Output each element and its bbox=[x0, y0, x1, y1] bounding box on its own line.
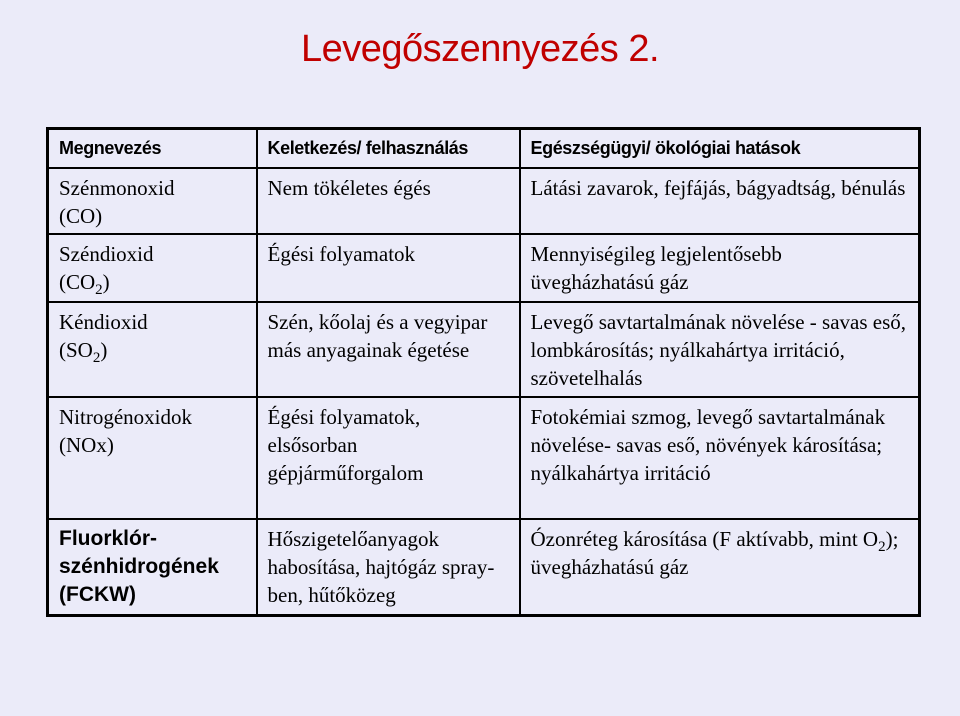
page-title: Levegőszennyezés 2. bbox=[300, 28, 660, 70]
row-cause: Égési folyamatok, elsősorban gépjárműforgalom bbox=[257, 397, 520, 519]
row-effect: Látási zavarok, fejfájás, bágyadtság, bénulás bbox=[520, 168, 920, 234]
row-name bbox=[48, 168, 257, 234]
substance-name: Fluorklór- bbox=[59, 527, 157, 551]
substance-name: Nitrogénoxidok bbox=[59, 405, 192, 430]
header-name: Megnevezés bbox=[48, 129, 257, 168]
row-cause: Égési folyamatok bbox=[257, 234, 520, 302]
header-effect: Egészségügyi/ ökológiai hatások bbox=[520, 129, 920, 168]
row-name bbox=[48, 397, 257, 519]
substance-name: Kéndioxid bbox=[59, 309, 148, 334]
row-effect: Levegő savtartalmának növelése - savas eső, lombkárosítás; nyálkahártya irritáció, szövetelhalás bbox=[520, 302, 920, 397]
row-name bbox=[48, 519, 257, 615]
substance-formula: (FCKW) bbox=[59, 583, 136, 607]
row-cause: Szén, kőolaj és a vegyipar más anyagainak égetése bbox=[257, 302, 520, 397]
substance-formula: (NOx) bbox=[59, 433, 114, 458]
substance-name-cont: szénhidrogének bbox=[59, 555, 219, 579]
row-effect: Fotokémiai szmog, levegő savtartalmának növelése- savas eső, növények károsítása; nyálkahártya irritáció bbox=[520, 397, 920, 519]
header-cause: Keletkezés/ felhasználás bbox=[257, 129, 520, 168]
table-row bbox=[48, 397, 920, 519]
row-cause: Nem tökéletes égés bbox=[257, 168, 520, 234]
row-name bbox=[48, 302, 257, 397]
table-row bbox=[48, 302, 920, 397]
substance-formula: (CO) bbox=[59, 203, 103, 228]
row-cause: Hőszigetelőanyagok habosítása, hajtógáz spray-ben, hűtőközeg bbox=[257, 519, 520, 615]
pollution-table bbox=[46, 127, 921, 617]
table-header-row bbox=[48, 129, 920, 168]
row-effect: Mennyiségileg legjelentősebb üvegházhatású gáz bbox=[520, 234, 920, 302]
table-row bbox=[48, 234, 920, 302]
table-row bbox=[48, 519, 920, 615]
row-effect: Ózonréteg károsítása (F aktívabb, mint $O_2$); üvegházhatású gáz bbox=[520, 519, 920, 615]
table-row bbox=[48, 168, 920, 234]
substance-formula: $(CO_2)$ bbox=[59, 269, 110, 298]
substance-name: Széndioxid bbox=[59, 241, 154, 266]
row-name bbox=[48, 234, 257, 302]
substance-name: Szénmonoxid bbox=[59, 175, 175, 200]
substance-formula: $(SO_2)$ bbox=[59, 337, 108, 366]
